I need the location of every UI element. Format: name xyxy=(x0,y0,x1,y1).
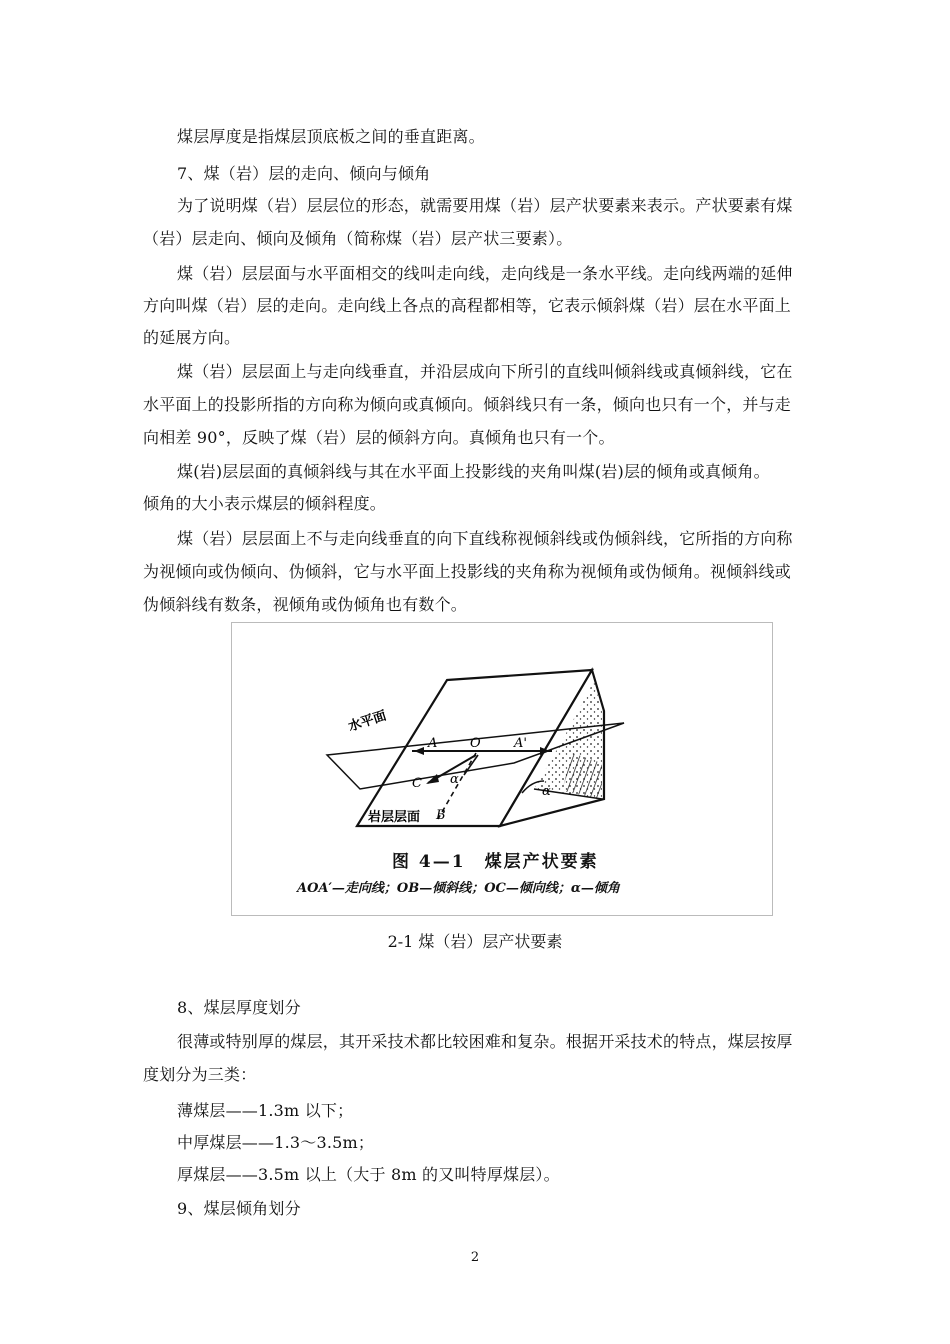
paragraph-line: 为视倾向或伪倾向、伪倾斜，它与水平面上投影线的夹角称为视倾角或伪倾角。视倾斜线或 xyxy=(143,562,792,581)
paragraph-line: 煤（岩）层层面上不与走向线垂直的向下直线称视倾斜线或伪倾斜线，它所指的方向称 xyxy=(177,529,793,548)
label-bedding-plane: 岩层层面 xyxy=(368,810,421,825)
figure-coal-seam-attitude xyxy=(231,622,773,916)
paragraph-line: 伪倾斜线有数条，视倾角或伪倾角也有数个。 xyxy=(143,595,468,614)
label-horizontal-plane: 水平面 xyxy=(346,708,389,735)
list-item-medium-seam: 中厚煤层——1.3～3.5m； xyxy=(177,1133,375,1152)
list-item-thin-seam: 薄煤层——1.3m 以下； xyxy=(177,1101,354,1120)
paragraph-line: 方向叫煤（岩）层的走向。走向线上各点的高程都相等，它表示倾斜煤（岩）层在水平面上 xyxy=(143,296,792,315)
paragraph-line: 水平面上的投影所指的方向称为倾向或真倾向。倾斜线只有一条，倾向也只有一个，并与走 xyxy=(143,395,792,414)
paragraph-line: 煤（岩）层层面与水平面相交的线叫走向线，走向线是一条水平线。走向线两端的延伸 xyxy=(177,264,793,283)
paragraph-line: 的延展方向。 xyxy=(143,328,241,347)
figure-legend: AOA′—走向线；OB—倾斜线；OC—倾向线；α—倾角 xyxy=(297,881,620,896)
paragraph-line: 很薄或特别厚的煤层，其开采技术都比较困难和复杂。根据开采技术的特点，煤层按厚 xyxy=(177,1032,793,1051)
paragraph-thickness-def: 煤层厚度是指煤层顶底板之间的垂直距离。 xyxy=(177,127,485,146)
figure-caption: 2-1 煤（岩）层产状要素 xyxy=(387,932,563,951)
paragraph-line: 向相差 90°，反映了煤（岩）层的倾斜方向。真倾角也只有一个。 xyxy=(143,428,615,447)
paragraph-line: 度划分为三类： xyxy=(143,1065,257,1084)
heading-7: 7、煤（岩）层的走向、倾向与倾角 xyxy=(177,164,431,183)
list-item-thick-seam: 厚煤层——3.5m 以上（大于 8m 的又叫特厚煤层）。 xyxy=(177,1165,560,1184)
page-number: 2 xyxy=(470,1250,480,1265)
paragraph-line: 煤（岩）层层面上与走向线垂直，并沿层成向下所引的直线叫倾斜线或真倾斜线，它在 xyxy=(177,362,793,381)
paragraph-line: 倾角的大小表示煤层的倾斜程度。 xyxy=(143,494,387,513)
label-alpha-wedge: α xyxy=(542,784,551,799)
paragraph-line: （岩）层走向、倾向及倾角（简称煤（岩）层产状三要素）。 xyxy=(143,229,573,248)
label-A-prime: A' xyxy=(514,736,527,751)
label-A: A xyxy=(428,736,438,751)
label-alpha-dip: α xyxy=(450,772,459,787)
heading-8: 8、煤层厚度划分 xyxy=(177,998,301,1017)
label-C: C xyxy=(412,776,422,791)
label-B: B xyxy=(436,808,446,823)
figure-title: 图 4—1 煤层产状要素 xyxy=(392,852,599,872)
paragraph-line: 为了说明煤（岩）层层位的形态，就需要用煤（岩）层产状要素来表示。产状要素有煤 xyxy=(177,196,793,215)
heading-9: 9、煤层倾角划分 xyxy=(177,1199,301,1218)
label-O: O xyxy=(470,736,481,751)
paragraph-line: 煤(岩)层层面的真倾斜线与其在水平面上投影线的夹角叫煤(岩)层的倾角或真倾角。 xyxy=(177,462,770,481)
